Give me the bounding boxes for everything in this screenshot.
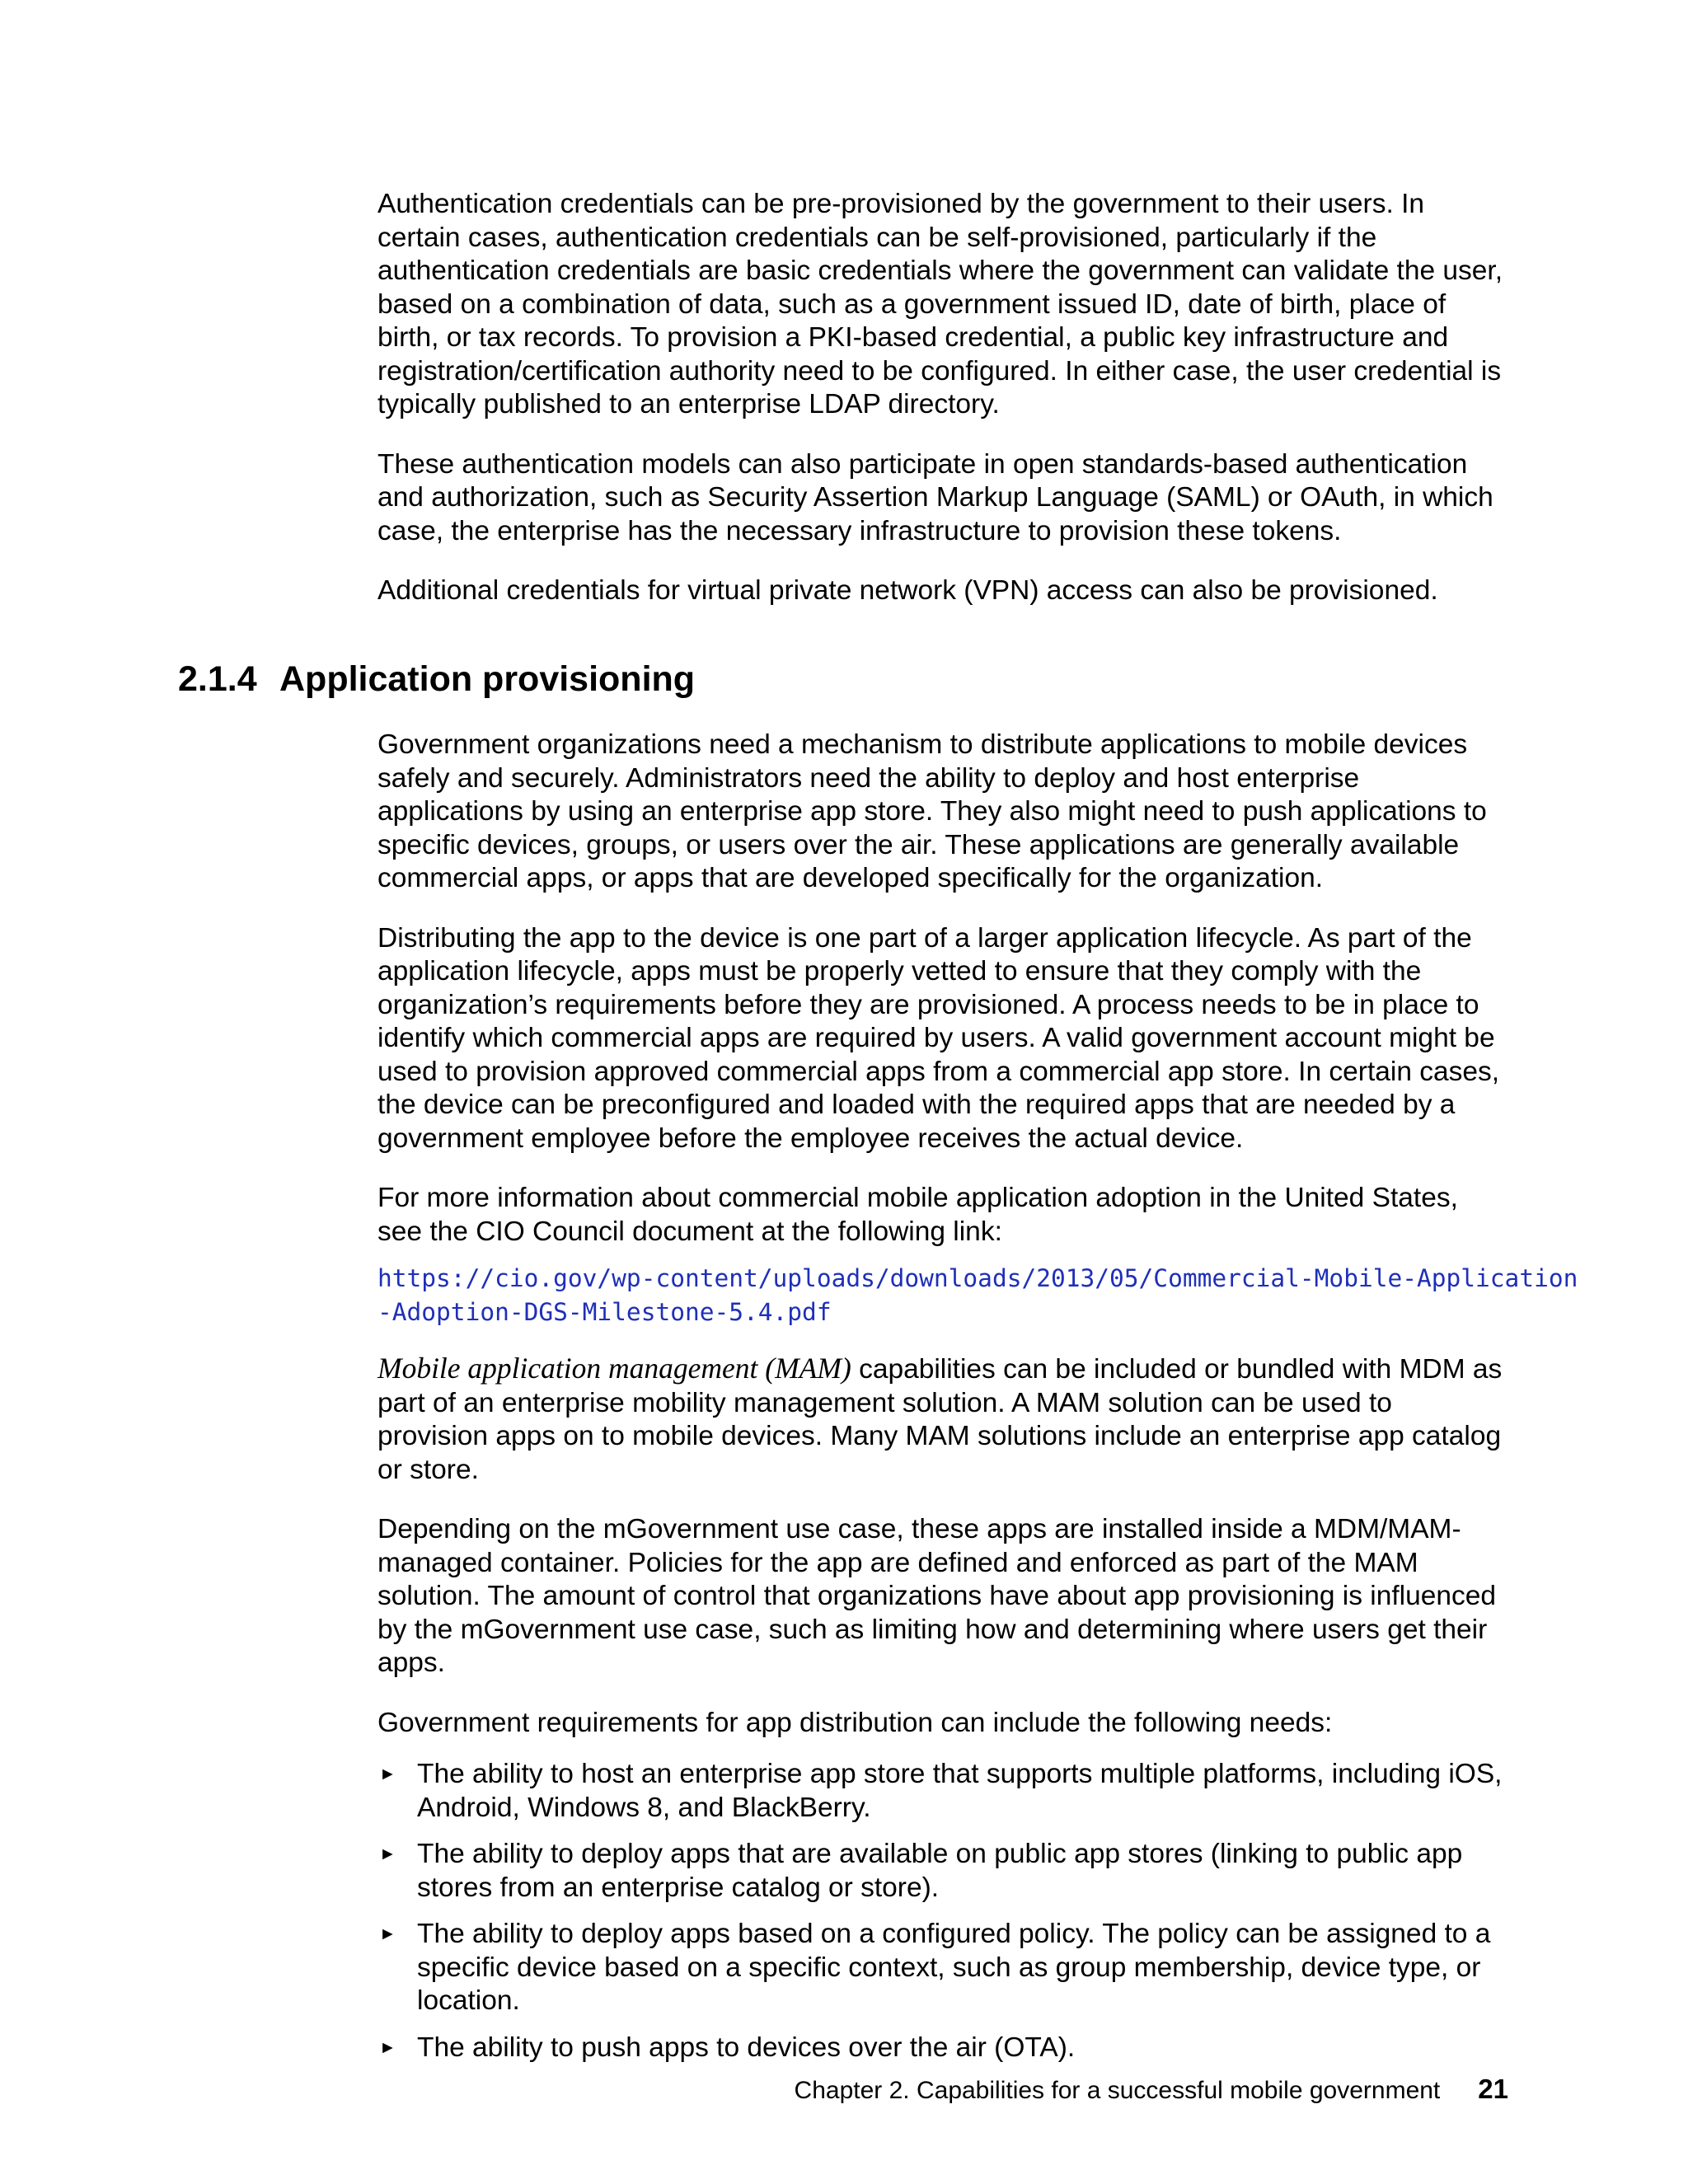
list-item: ► The ability to host an enterprise app store that supports multiple platforms, including iOS, Android, Windows 8, and BlackBerry.	[379, 1759, 1503, 1823]
paragraph-auth-models: These authentication models can also participate in open standards-based authentication and authorization, such as Security Assertion Markup Language (SAML) or OAuth, in which case, the enterprise has the necessary infrastructure to provision these tokens.	[377, 448, 1493, 546]
intro-text-block	[377, 188, 1507, 635]
bullet-arrow-icon: ►	[379, 1765, 396, 1783]
paragraph-distribution-need: Government organizations need a mechanism to distribute applications to mobile devices safely and securely. Administrators need the ability to deploy and host enterprise applications by using an enterprise app store. They also might need to push applications to specific devices, groups, or users over the air. These applications are generally available commercial apps, or apps that are developed specifically for the organization.	[377, 729, 1487, 893]
bullet-arrow-icon: ►	[379, 1924, 396, 1943]
paragraph-app-lifecycle: Distributing the app to the device is one part of a larger application lifecycle. As part of the application lifecycle, apps must be properly vetted to ensure that they comply with the organization’s requirements before they are provisioned. A process needs to be in place to identify which commercial apps are required by users. A valid government account might be used to provision approved commercial apps from a commercial app store. In certain cases, the device can be preconfigured and loaded with the required apps that are needed by a government employee before the employee receives the actual device.	[377, 922, 1500, 1154]
page-footer	[0, 2073, 1508, 2107]
list-item: ► The ability to push apps to devices over the air (OTA).	[377, 2032, 1507, 2065]
bullet-arrow-icon: ►	[379, 2037, 396, 2057]
paragraph-requirements-intro: Government requirements for app distribution can include the following needs:	[377, 1707, 1333, 1738]
paragraph-mgovernment-use-case: Depending on the mGovernment use case, these apps are installed inside a MDM/MAM-managed container. Policies for the app are defined and enforced as part of the MAM solution. The amount of control that organizations have about app provisioning is influenced by the mGovernment use case, such as limiting how and determining where users get their apps.	[377, 1514, 1497, 1678]
page-number: 21	[1478, 2074, 1508, 2104]
bullet-arrow-icon: ►	[379, 1844, 396, 1863]
section-text-block	[377, 729, 1578, 2078]
paragraph-mam	[377, 1352, 1507, 1487]
section-number: 2.1.4	[178, 659, 257, 699]
list-item: ► The ability to deploy apps based on a configured policy. The policy can be assigned to a specific device based on a specific context, such as group membership, device type, or location.	[379, 1919, 1491, 2016]
section-title: Application provisioning	[279, 659, 696, 699]
paragraph-credentials: Authentication credentials can be pre-provisioned by the government to their users. In certain cases, authentication credentials can be self-provisioned, particularly if the authentication credentials are basic credentials where the government can validate the user, based on a combination of data, such as a government issued ID, date of birth, place of birth, or tax records. To provision a PKI-based credential, a public key infrastructure and registration/certification authority need to be configured. In either case, the user credential is typically published to an enterprise LDAP directory.	[377, 189, 1503, 419]
link-line-2[interactable]: -Adoption-DGS-Milestone-5.4.pdf	[377, 1297, 832, 1326]
paragraph-vpn: Additional credentials for virtual private network (VPN) access can also be provisioned.	[377, 575, 1438, 606]
mam-description: capabilities can be included or bundled with MDM as part of an enterprise mobility management solution. A MAM solution can be used to provision apps on to mobile devices. Many MAM solutions include an enterprise app catalog or store.	[377, 1354, 1503, 1485]
cio-council-link[interactable]	[377, 1262, 1578, 1329]
section-heading	[178, 658, 695, 701]
mam-term: Mobile application management (MAM)	[377, 1352, 851, 1385]
requirements-list	[377, 1758, 1507, 2064]
list-item: ► The ability to deploy apps that are available on public app stores (linking to public app stores from an enterprise catalog or store).	[379, 1839, 1463, 1903]
link-line-1[interactable]: https://cio.gov/wp-content/uploads/downloads/2013/05/Commercial-Mobile-Application	[377, 1264, 1578, 1292]
footer-chapter-title: Chapter 2. Capabilities for a successful mobile government	[794, 2077, 1441, 2104]
paragraph-more-info: For more information about commercial mobile application adoption in the United States, see the CIO Council document at the following link:	[377, 1183, 1458, 1247]
